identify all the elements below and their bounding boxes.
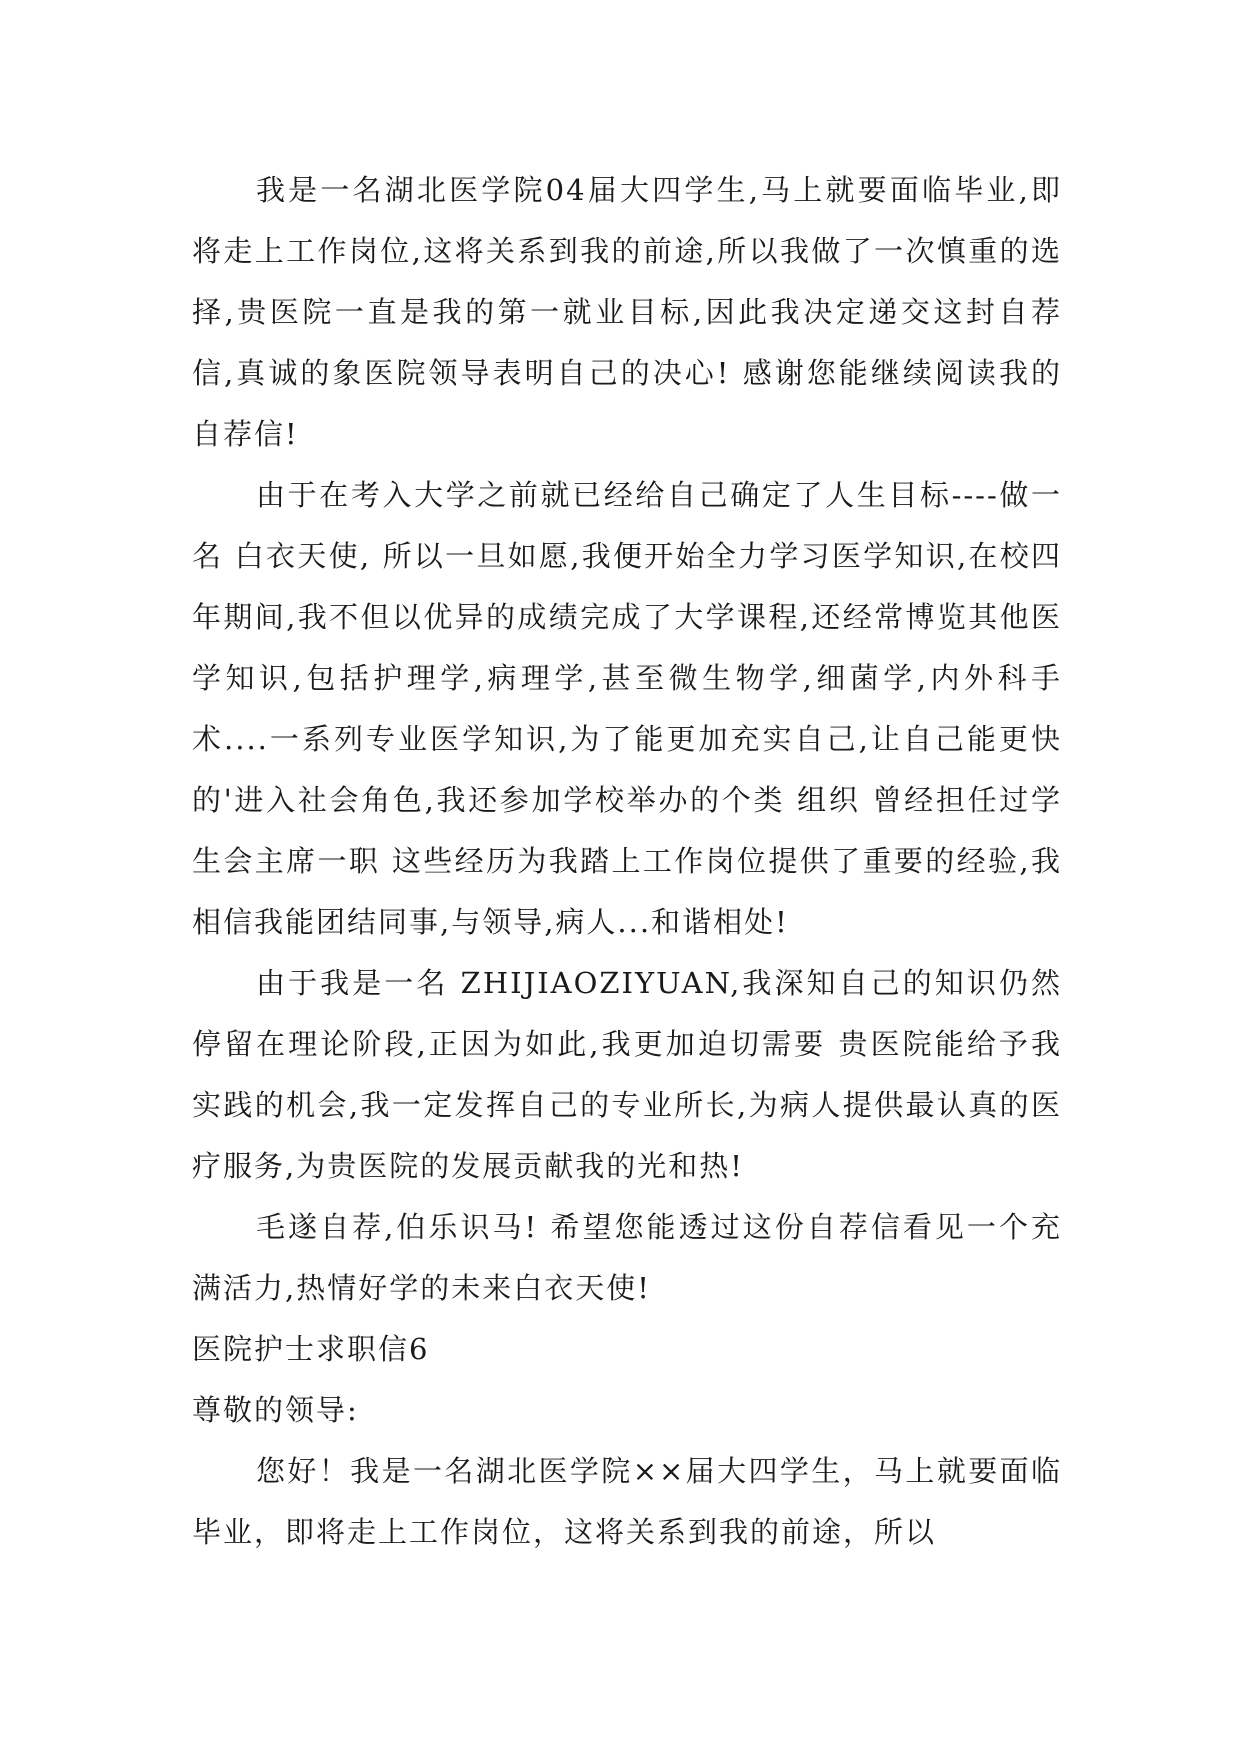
section-title: 医院护士求职信6	[192, 1332, 430, 1366]
body-paragraph: 我是一名湖北医学院04届大四学生,马上就要面临毕业,即将走上工作岗位,这将关系到我的前途,所以我做了一次慎重的选择,贵医院一直是我的第一就业目标,因此我决定递交这封自荐信,真诚的象医院领导表明自己的决心! 感谢您能继续阅读我的自荐信!	[192, 173, 1062, 451]
salutation: 尊敬的领导:	[192, 1393, 359, 1427]
body-paragraph: 由于我是一名 ZHIJIAOZIYUAN,我深知自己的知识仍然停留在理论阶段,正因为如此,我更加迫切需要 贵医院能给予我实践的机会,我一定发挥自己的专业所长,为病人提供最认真的医疗服务,为贵医院的发展贡献我的光和热!	[192, 966, 1062, 1183]
body-paragraph: 由于在考入大学之前就已经给自己确定了人生目标----做一名 白衣天使, 所以一旦如愿,我便开始全力学习医学知识,在校四年期间,我不但以优异的成绩完成了大学课程,还经常博览其他医学知识,包括护理学,病理学,甚至微生物学,细菌学,内外科手术....一系列专业医学知识,为了能更加充实自己,让自己能更快的'进入社会角色,我还参加学校举办的个类 组织 曾经担任过学生会主席一职 这些经历为我踏上工作岗位提供了重要的经验,我相信我能团结同事,与领导,病人...和谐相处!	[192, 478, 1062, 939]
body-paragraph: 毛遂自荐,伯乐识马! 希望您能透过这份自荐信看见一个充满活力,热情好学的未来白衣天使!	[192, 1210, 1062, 1305]
body-paragraph: 您好！我是一名湖北医学院××届大四学生，马上就要面临毕业，即将走上工作岗位，这将关系到我的前途，所以	[192, 1454, 1062, 1549]
document-page	[192, 160, 1062, 1563]
